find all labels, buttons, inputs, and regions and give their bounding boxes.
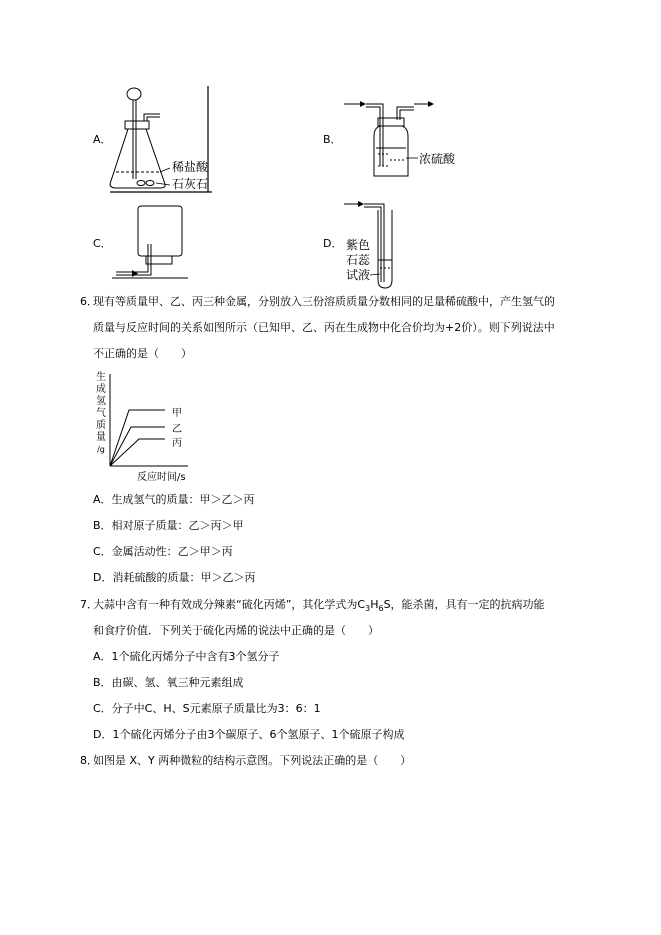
q7-option-a: A．1个硫化丙烯分子中含有3个氢分子: [93, 650, 280, 663]
option-letter-a: A．: [93, 133, 112, 146]
label-dilute-hcl: 稀盐酸: [172, 160, 209, 174]
chart-ylabel-char: 质: [96, 420, 106, 431]
label-litmus: 石蕊: [346, 253, 371, 267]
chart-ylabel-char: 生: [96, 372, 106, 383]
q6-text-line1: 现有等质量甲、乙、丙三种金属，分别放入三份溶质质量分数相同的足量稀硫酸中，产生氢气的: [93, 295, 555, 308]
q6-option-a: A．生成氢气的质量：甲＞乙＞丙: [93, 493, 255, 506]
series-label-jia: 甲: [172, 408, 182, 419]
apparatus-c-figure: [110, 204, 190, 284]
formula-h: H: [370, 598, 379, 611]
series-line-yi: [110, 427, 165, 466]
series-label-bing: 丙: [172, 438, 182, 449]
label-purple: 紫色: [346, 238, 371, 252]
option-letter-d: D．: [323, 237, 343, 250]
q7-text-line1-part2: ，能杀菌，具有一定的抗病功能: [390, 598, 545, 611]
q6-text-line2: 质量与反应时间的关系如图所示（已知甲、乙、丙在生成物中化合价均为+2价）。则下列说法中: [93, 321, 555, 334]
chart-ylabel-char: 量: [96, 432, 106, 443]
q7-option-c: C．分子中C、H、S元素原子质量比为3：6：1: [93, 702, 321, 715]
q8-text-line1: 如图是 X、Y 两种微粒的结构示意图。下列说法正确的是（ ）: [93, 754, 412, 767]
formula-h-subscript: 6: [378, 604, 384, 614]
q6-option-b: B．相对原子质量：乙＞丙＞甲: [93, 519, 244, 532]
apparatus-b-figure: [340, 96, 440, 182]
formula-c: C: [357, 598, 366, 611]
q7-text-line1: [93, 598, 545, 616]
q6-option-d: D．消耗硫酸的质量：甲＞乙＞丙: [93, 571, 256, 584]
chart-ylabel-char: 氢: [96, 396, 106, 407]
option-letter-b: B．: [323, 133, 342, 146]
q6-text-line3: 不正确的是（ ）: [93, 347, 192, 360]
chart-ylabel-char: 成: [96, 384, 106, 395]
chart-xlabel: 反应时间/s: [137, 472, 186, 483]
formula-c-subscript: 3: [365, 604, 371, 614]
label-limestone: 石灰石: [172, 177, 209, 191]
option-letter-c: C．: [93, 237, 112, 250]
formula-s: S: [383, 598, 391, 611]
chart-ylabel-char: 气: [96, 408, 106, 419]
q8-number: 8．: [80, 754, 98, 767]
label-solution: 试液: [346, 268, 371, 282]
q7-text-line2: 和食疗价值．下列关于硫化丙烯的说法中正确的是（ ）: [93, 624, 379, 637]
q6-number: 6．: [80, 295, 98, 308]
q7-option-d: D．1个硫化丙烯分子由3个碳原子、6个氢原子、1个硫原子构成: [93, 728, 405, 741]
chart-ylabel-char: /g: [97, 445, 105, 454]
chemical-formula: [357, 598, 391, 614]
q7-option-b: B．由碳、氢、氧三种元素组成: [93, 676, 244, 689]
q7-number: 7．: [80, 598, 98, 611]
series-label-yi: 乙: [172, 424, 182, 435]
q6-option-c: C．金属活动性：乙＞甲＞丙: [93, 545, 233, 558]
q7-text-line1-part1: 大蒜中含有一种有效成分辣素“硫化丙烯”，其化学式为: [93, 598, 358, 611]
label-conc-sulfuric: 浓硫酸: [419, 152, 456, 166]
series-line-jia: [110, 410, 165, 466]
hydrogen-chart: [93, 372, 189, 482]
